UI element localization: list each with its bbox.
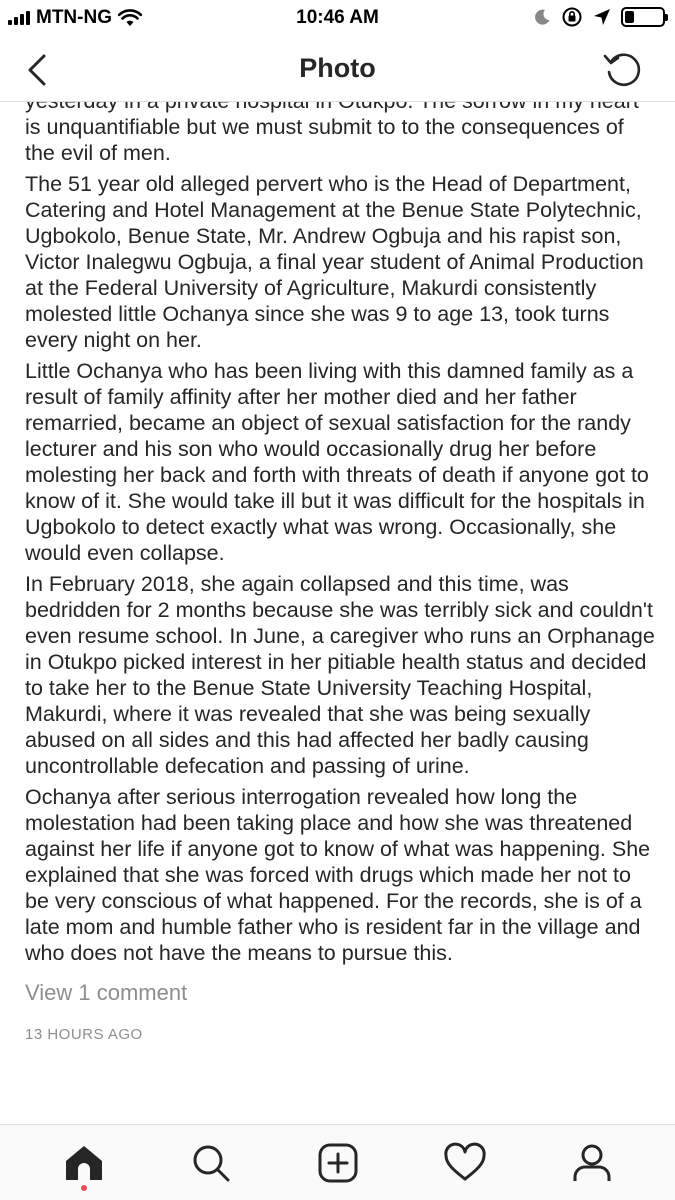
view-comments-link[interactable]: View 1 comment xyxy=(25,980,188,1005)
caption-paragraph: The 51 year old alleged pervert who is the Head of Department, Catering and Hotel Management at the Benue State Polytechnic, Ugbokolo, Benue State, Mr. Andrew Ogbuja and his rapist son, Victor Inalegwu Ogbuja, a final year student of Animal Production at the Federal University of Agriculture, Makurdi consistently molested little Ochanya since she was 9 to age 13, took turns every night on her. xyxy=(25,172,644,352)
post-content[interactable] xyxy=(0,102,675,1124)
caption-paragraph: is unquantifiable but we must submit to to the consequences of the evil of men. xyxy=(25,115,624,165)
caption-paragraph: In February 2018, she again collapsed and this time, was bedridden for 2 months because she was terribly sick and couldn't even resume school. In June, a caregiver who runs an Orphanage in Otukpo picked interest in her pitiable health status and decided to take her to the Benue State University Teaching Hospital, Makurdi, where it was revealed that she was being sexually abused on all sides and this had affected her badly causing uncontrollable defecation and passing of urine. xyxy=(25,572,655,778)
tab-search[interactable] xyxy=(181,1133,241,1193)
page-title: Photo xyxy=(299,53,376,83)
battery-icon xyxy=(621,7,665,27)
tab-home[interactable] xyxy=(54,1133,114,1193)
home-icon xyxy=(63,1143,105,1183)
post-caption xyxy=(25,88,655,1048)
refresh-icon[interactable] xyxy=(601,48,645,92)
status-bar xyxy=(0,0,675,36)
location-arrow-icon xyxy=(593,8,611,26)
status-time: 10:46 AM xyxy=(296,7,379,28)
activity-heart-icon xyxy=(444,1144,486,1182)
nav-bar xyxy=(0,36,675,102)
notification-dot xyxy=(81,1185,87,1191)
tab-bar xyxy=(0,1124,675,1200)
add-post-icon xyxy=(318,1143,358,1183)
tab-profile[interactable] xyxy=(562,1133,622,1193)
profile-icon xyxy=(572,1143,612,1183)
tab-activity[interactable] xyxy=(435,1133,495,1193)
tab-new-post[interactable] xyxy=(308,1133,368,1193)
caption-paragraph: Ochanya after serious interrogation revealed how long the molestation had been taking place and how she was threatened against her life if anyone got to know of what was happening. She explained that she was forced with drugs which made her not to be very conscious of what happened. For the records, she is of a late mom and humble father who is resident far in the village and who does not have the means to pursue this. xyxy=(25,785,651,965)
search-icon xyxy=(191,1143,231,1183)
caption-paragraph: Little Ochanya who has been living with this damned family as a result of family affinity after her mother died and her father remarried, became an object of sexual satisfaction for the randy lecturer and his son who would occasionally drug her before molesting her back and forth with threats of death if anyone got to know of it. She would take ill but it was difficult for the hospitals in Ugbokolo to detect exactly what was wrong. Occasionally, she would even collapse. xyxy=(25,359,649,565)
do-not-disturb-moon-icon xyxy=(533,8,551,26)
carrier-name: MTN-NG xyxy=(36,7,112,28)
orientation-lock-icon xyxy=(561,6,583,28)
post-timestamp: 13 HOURS AGO xyxy=(25,1026,143,1043)
status-right xyxy=(533,6,665,28)
